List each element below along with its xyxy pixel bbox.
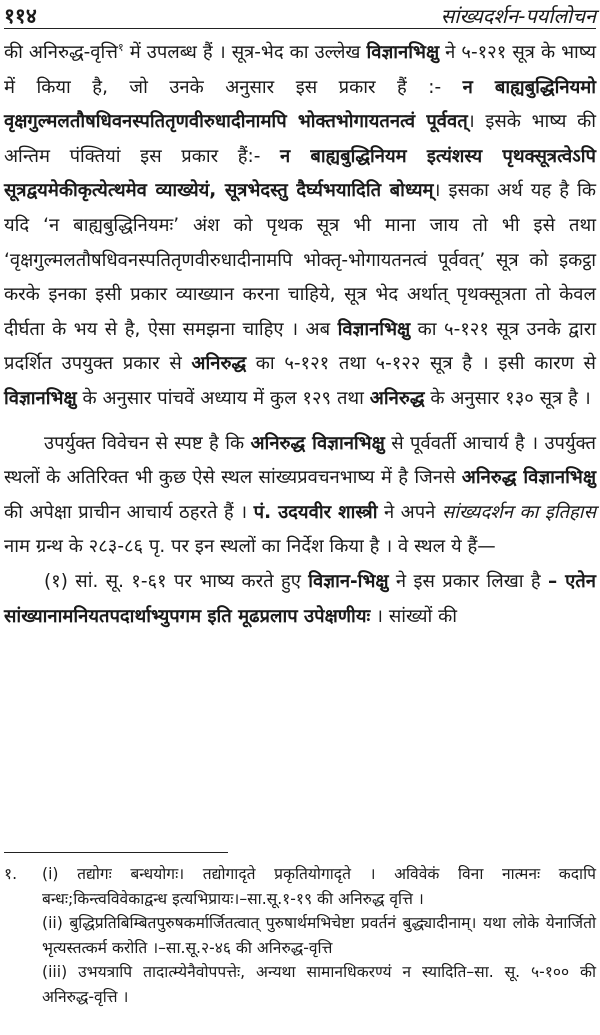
book-title: सांख्यदर्शन का इतिहास	[441, 501, 596, 523]
text-span: ने अपने	[377, 501, 442, 523]
name-vijnanabhikshu: विज्ञानभिक्षु	[337, 318, 411, 340]
text-span: ने इस प्रकार लिखा है	[388, 570, 549, 592]
page-number: ११४	[4, 4, 37, 28]
running-title: सांख्यदर्शन-पर्यालोचन	[440, 4, 596, 28]
footnote-1	[4, 862, 596, 1009]
paragraph-2	[4, 427, 596, 565]
text-span: में उपलब्ध हैं । सूत्र-भेद का उल्लेख	[123, 42, 367, 63]
text-span: । इसके भाष्य की अन्तिम पंक्तियां इस प्रकार हैं:-	[4, 111, 597, 167]
text-span: का ५-१२१ सूत्र उनके द्वारा प्रदर्शित उपयुक्त प्रकार से	[4, 318, 596, 375]
text-span: के अनुसार १३० सूत्र है ।	[424, 387, 591, 409]
footnotes	[4, 862, 596, 1009]
main-text	[4, 36, 596, 634]
footnote-item: (i) तद्योगः बन्धयोगः। तद्योगादृते प्रकृतियोगादृते । अविवेकं विना नात्मनः कदापि बन्धः;किन्त्वविवेकाद्वन्ध इत्यभिप्रायः।–सा.सू.१-१९ की अनिरुद्ध वृत्ति ।	[42, 865, 596, 908]
page-header	[4, 2, 596, 29]
text-span: उपर्युक्त विवेचन से स्पष्ट है कि	[44, 432, 251, 454]
name-vijnanabhikshu: विज्ञानभिक्षु	[4, 387, 77, 409]
footnote-body	[42, 862, 596, 1009]
text-span: की अपेक्षा प्राचीन आचार्य ठहरते हैं ।	[4, 501, 254, 523]
footnote-number: १.	[4, 865, 18, 883]
names-aniruddha-vijnanabhikshu: अनिरुद्ध विज्ञानभिक्षु	[461, 467, 596, 489]
text-span: । सांख्यों की	[370, 605, 457, 627]
footnote-divider	[4, 852, 228, 853]
paragraph-1	[4, 36, 596, 417]
text-span: से पूर्ववर्ती आचार्य है । उपर्युक्त स्थलों के अतिरिक्त भी कुछ ऐसे स्थल सांख्यप्रवचनभाष्य में है जिनसे	[4, 432, 596, 489]
bhashya-quote: न बाह्यबुद्धिनियम इत्यंशस्य पृथक्सूत्रत्वेऽपि सूत्रद्वयमेकीकृत्येत्थमेव व्याख्येयं, सूत्रभेदस्तु दैर्घ्यभयादिति बोध्यम्	[4, 145, 596, 202]
text-span: ने ५-१२१ सूत्र के भाष्य में किया है, जो उनके अनुसार इस प्रकार हैं :-	[4, 42, 596, 98]
name-udayvir-shastri: पं. उदयवीर शास्त्री	[253, 501, 378, 523]
text-span: का ५-१२१ तथा ५-१२२ सूत्र है । इसी कारण से	[246, 353, 596, 375]
name-vijnanabhikshu: विज्ञानभिक्षु	[366, 42, 440, 63]
footnote-marker: १	[117, 40, 124, 54]
names-aniruddha-vijnanabhikshu: अनिरुद्ध विज्ञानभिक्षु	[250, 432, 385, 454]
text-span: (१) सां. सू. १-६१ पर भाष्य करते हुए	[44, 570, 309, 592]
name-aniruddha: अनिरुद्ध	[191, 353, 247, 375]
name-vijnana-bhikshu: विज्ञान-भिक्षु	[308, 570, 389, 592]
footnote-item: (ii) बुद्धिप्रतिबिम्बितपुरुषकर्मार्जितत्वात् पुरुषार्थमभिचेष्टा प्रवर्तनं बुद्ध्यादीनाम्। यथा लोके येनार्जितो भृत्यस्तत्कर्म करोति ।–सा.सू.२-४६ की अनिरुद्ध-वृत्ति	[42, 914, 596, 957]
text-span: नाम ग्रन्थ के २८३-८६ पृ. पर इन स्थलों का निर्देश किया है । वे स्थल ये हैं—	[4, 536, 496, 558]
text-span: । इसका अर्थ यह है कि यदि ‘न बाह्यबुद्धिनियमः’ अंश को पृथक सूत्र भी माना जाय तो भी इसे तथा ‘वृक्षगुल्मलतौषधिवनस्पतितृणवीरुधादीनामपि भोक्तृ-भोगायतनत्वं पूर्ववत्’ सूत्र को इकट्ठा करके इनका इसी प्रकार व्याख्यान करना चाहिये, सूत्र भेद अर्थात् पृथक्सूत्रता तो केवल दीर्घता के भय से है, ऐसा समझना चाहिए । अब	[4, 180, 596, 340]
footnote-item: (iii) उभयत्रापि तादात्म्येनैवोपपत्तेः, अन्यथा सामानधिकरण्यं न स्यादिति–सा. सू. ५-१०० की अनिरुद्ध-वृत्ति ।	[42, 963, 596, 1006]
paragraph-3	[4, 565, 596, 634]
bhashya-quote: – एतेन सांख्यानामनियतपदार्थाभ्युपगम इति मूढप्रलाप उपेक्षणीयः	[4, 570, 596, 627]
name-aniruddha: अनिरुद्ध	[369, 387, 425, 409]
text-span: के अनुसार पांचवें अध्याय में कुल १२९ तथा	[76, 387, 370, 409]
sutra-quote: न बाह्यबुद्धिनियमो वृक्षगुल्मलतौषधिवनस्पतितृणवीरुधादीनामपि भोक्तभोगायतनत्वं पूर्ववत्	[4, 76, 596, 133]
text-span: की अनिरुद्ध-वृत्ति	[4, 42, 118, 63]
